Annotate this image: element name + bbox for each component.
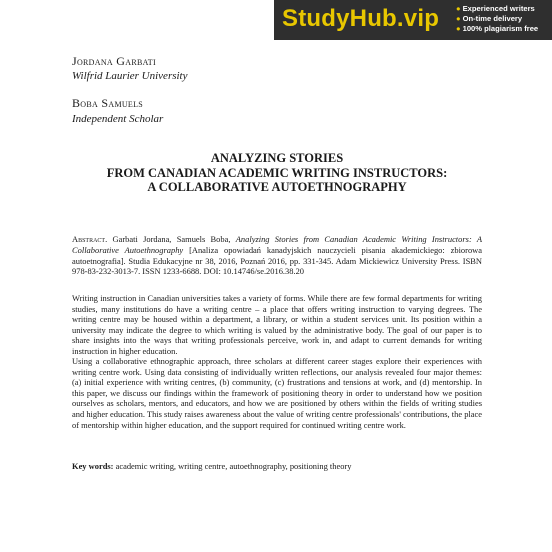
ad-banner[interactable] bbox=[274, 0, 552, 40]
keywords bbox=[72, 461, 482, 472]
brand-logo: StudyHub.vip bbox=[282, 5, 440, 32]
author-affiliation: Independent Scholar bbox=[72, 113, 164, 125]
abstract-label: Abstract. bbox=[72, 234, 108, 244]
body-text bbox=[72, 293, 482, 430]
keywords-text: academic writing, writing centre, autoethnography, positioning theory bbox=[115, 461, 352, 471]
author-name: Boba Samuels bbox=[72, 96, 144, 110]
paragraph: Writing instruction in Canadian universities takes a variety of forms. While there are few formal departments for writing studies, many institutions do have a writing centre – a place that offers writing instruction to varying degrees. The writing centre may be housed within a department, a library, or within a student services unit. Its position within a university may indicate the degree to which writing is valued by the administrative body. The goal of our paper is to share insights into the ways that writing professionals perceive, work in, and adapt to current demands for writing instruction in higher education. bbox=[72, 293, 482, 356]
feature-item: ● On-time delivery bbox=[456, 14, 523, 24]
title-line: FROM CANADIAN ACADEMIC WRITING INSTRUCTORS: bbox=[106, 165, 448, 180]
title-line: A COLLABORATIVE AUTOETHNOGRAPHY bbox=[147, 180, 407, 194]
bullet-icon: ● bbox=[456, 4, 461, 13]
feature-item: ● Experienced writers bbox=[456, 4, 535, 13]
bullet-icon: ● bbox=[456, 14, 461, 24]
keywords-label: Key words: bbox=[72, 461, 114, 471]
author-affiliation: Wilfrid Laurier University bbox=[72, 70, 188, 82]
bullet-icon: ● bbox=[456, 24, 461, 34]
author-name: Jordana Garbati bbox=[72, 54, 156, 68]
feature-item: ● 100% plagiarism free bbox=[456, 24, 539, 34]
abstract bbox=[72, 234, 482, 277]
paragraph: Using a collaborative ethnographic approach, three scholars at different career stages explore their experiences with writing centre work. Using data consisting of individually written reflections, our analysis revealed four major themes: (a) initial experience with writing centres, (b) community, (c) frustrations and tensions at work, and (d) mentorship. In this paper, we discuss our findings within the framework of positioning theory in order to understand how we position ourselves as scholars, mentors, and educators, and how we are positioned by others within the fields of writing studies and higher education. This study raises awareness about the value of writing centre professionals' contributions, the place of mentorship within higher education, and the support required for continued writing centre work. bbox=[72, 356, 482, 430]
paper-title bbox=[72, 151, 482, 195]
feature-list bbox=[456, 4, 538, 35]
abstract-authors: Garbati Jordana, Samuels Boba, bbox=[112, 234, 231, 244]
title-line: ANALYZING STORIES bbox=[210, 151, 344, 165]
abstract-title: Analyzing Stories from Canadian Academic Writing Instructors: A Collaborative Autoethnography bbox=[72, 234, 483, 255]
abstract-citation: [Analiza opowiadań kanadyjskich nauczycieli pisania akademickiego: zbiorowa autoetnografia]. Studia Edukacyjne nr 38, 2016, Poznań 2016, pp. 331-345. Adam Mickiewicz University Press. ISBN 978-83-232-3013-7. ISSN 1233-6688. DOI: 10.14746/se.2016.38.20 bbox=[72, 244, 482, 277]
